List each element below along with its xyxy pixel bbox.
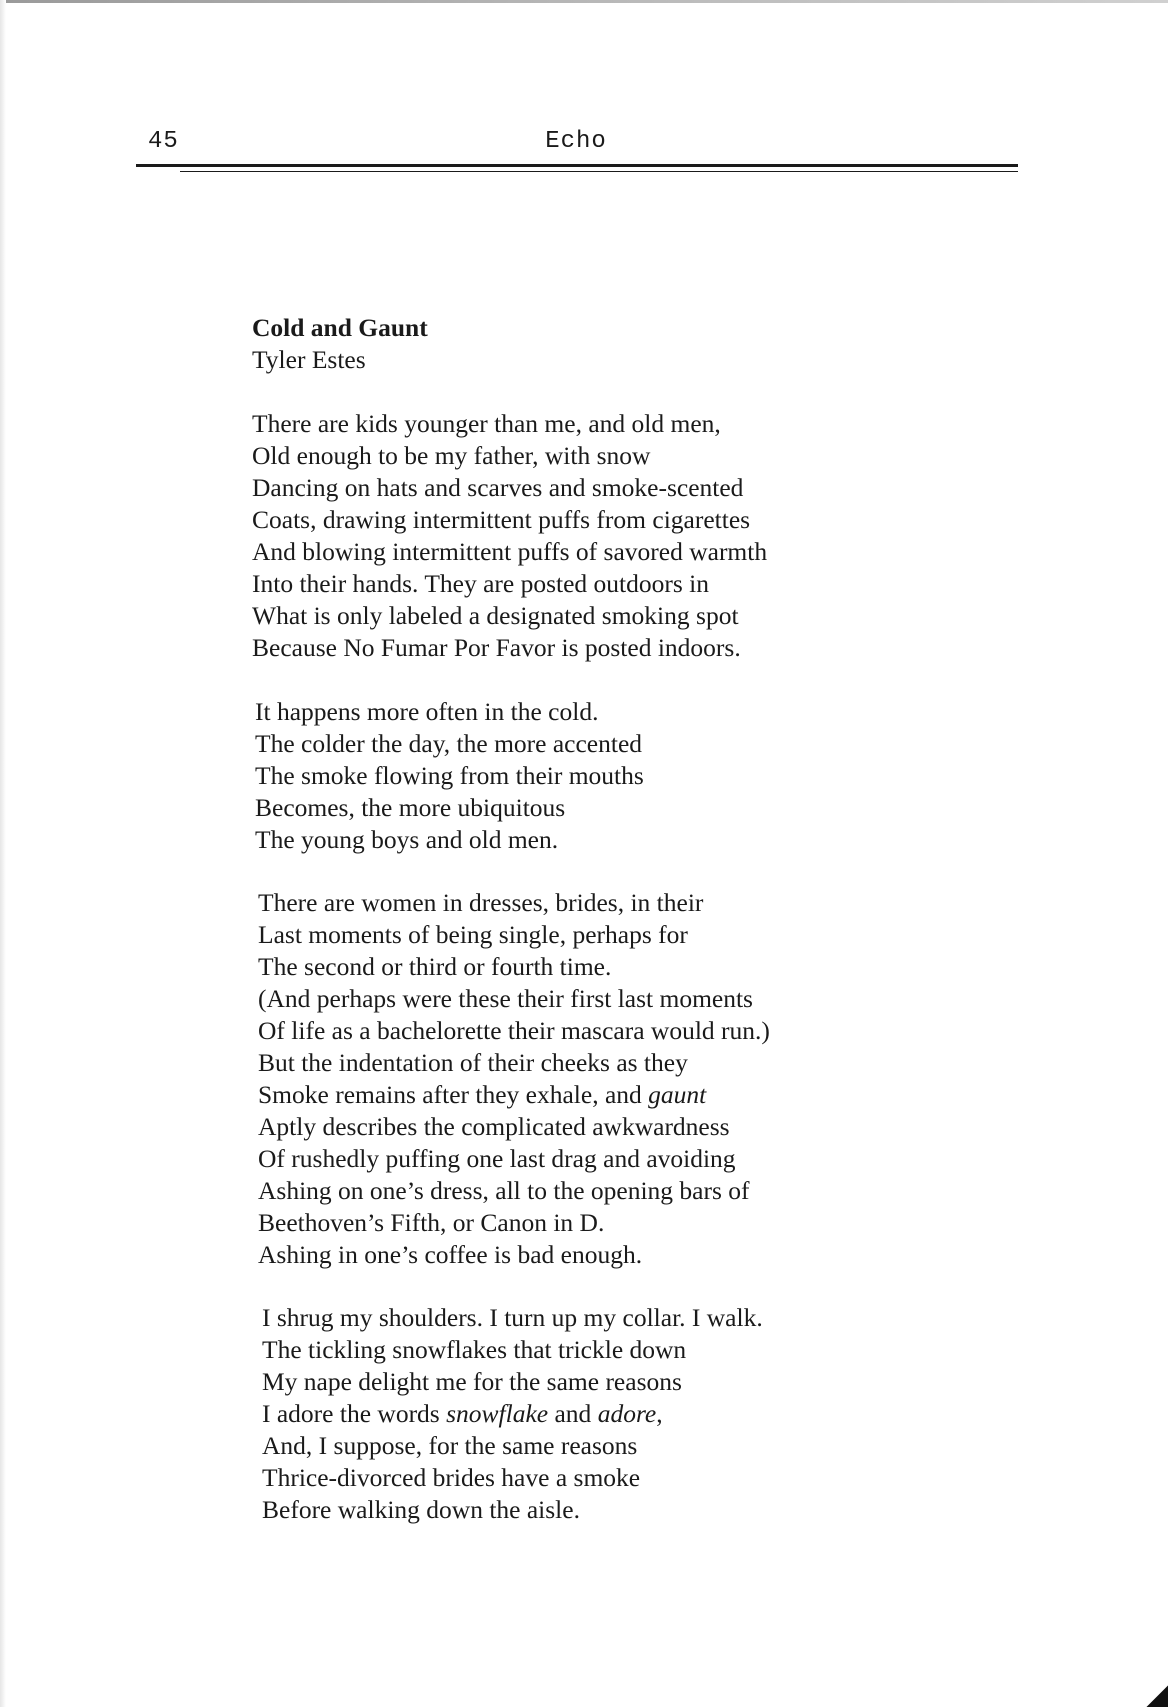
poem-line: Beethoven’s Fifth, or Canon in D. (258, 1208, 605, 1237)
poem-line-text: I adore the words (262, 1399, 447, 1428)
header-rule-thin (180, 171, 1018, 172)
stanza-4 (262, 1302, 962, 1526)
poem-line: Aptly describes the complicated awkwardness (258, 1112, 730, 1141)
stanza-2 (255, 696, 955, 856)
poem-line: And blowing intermittent puffs of savored warmth (252, 537, 768, 566)
poem-line: Thrice-divorced brides have a smoke (262, 1463, 641, 1492)
poem-line: Ashing on one’s dress, all to the opening bars of (258, 1176, 750, 1205)
poem-line: Of life as a bachelorette their mascara would run.) (258, 1016, 770, 1045)
poem-line: Coats, drawing intermittent puffs from cigarettes (252, 505, 751, 534)
poem-line: The young boys and old men. (255, 825, 559, 854)
poem-line: Of rushedly puffing one last drag and avoiding (258, 1144, 736, 1173)
poem-author: Tyler Estes (252, 345, 366, 374)
italic-word: gaunt (648, 1080, 707, 1109)
poem-line: Before walking down the aisle. (262, 1495, 580, 1524)
poem-line (258, 1079, 958, 1111)
poem-line: There are women in dresses, brides, in their (258, 888, 704, 917)
poem-title: Cold and Gaunt (252, 313, 428, 342)
stanza-1 (252, 408, 952, 664)
page-header (136, 124, 1018, 164)
poem-line: It happens more often in the cold. (255, 697, 599, 726)
poem-line: I shrug my shoulders. I turn up my collar. I walk. (262, 1303, 763, 1332)
poem-line: Old enough to be my father, with snow (252, 441, 651, 470)
header-rule-thick (136, 164, 1018, 167)
poem-line-text: Smoke remains after they exhale, and (258, 1080, 649, 1109)
poem-line (262, 1398, 962, 1430)
poem-line: Into their hands. They are posted outdoors in (252, 569, 710, 598)
page-number: 45 (148, 128, 179, 155)
poem-line: The smoke flowing from their mouths (255, 761, 644, 790)
poem-line-text: and (548, 1399, 598, 1428)
poem-line-text: , (656, 1399, 663, 1428)
poem (252, 312, 952, 1526)
poem-line: Last moments of being single, perhaps for (258, 920, 688, 949)
italic-word: adore (597, 1399, 657, 1428)
poem-line: The second or third or fourth time. (258, 952, 612, 981)
italic-word: snowflake (446, 1399, 549, 1428)
poem-line: What is only labeled a designated smoking spot (252, 601, 739, 630)
poem-line: The tickling snowflakes that trickle down (262, 1335, 687, 1364)
poem-line: And, I suppose, for the same reasons (262, 1431, 638, 1460)
poem-line: There are kids younger than me, and old men, (252, 409, 721, 438)
poem-line: But the indentation of their cheeks as they (258, 1048, 688, 1077)
poem-line: My nape delight me for the same reasons (262, 1367, 682, 1396)
scan-edge-left (0, 0, 6, 1707)
scan-edge-top (0, 0, 1168, 3)
running-title: Echo (545, 128, 607, 155)
poem-line: Becomes, the more ubiquitous (255, 793, 566, 822)
scan-corner-mark (1146, 1685, 1168, 1707)
stanza-3 (258, 887, 958, 1271)
poem-line: Dancing on hats and scarves and smoke-scented (252, 473, 744, 502)
poem-line: (And perhaps were these their first last moments (258, 984, 753, 1013)
poem-line: Ashing in one’s coffee is bad enough. (258, 1240, 643, 1269)
poem-line: The colder the day, the more accented (255, 729, 643, 758)
poem-line: Because No Fumar Por Favor is posted indoors. (252, 633, 741, 662)
